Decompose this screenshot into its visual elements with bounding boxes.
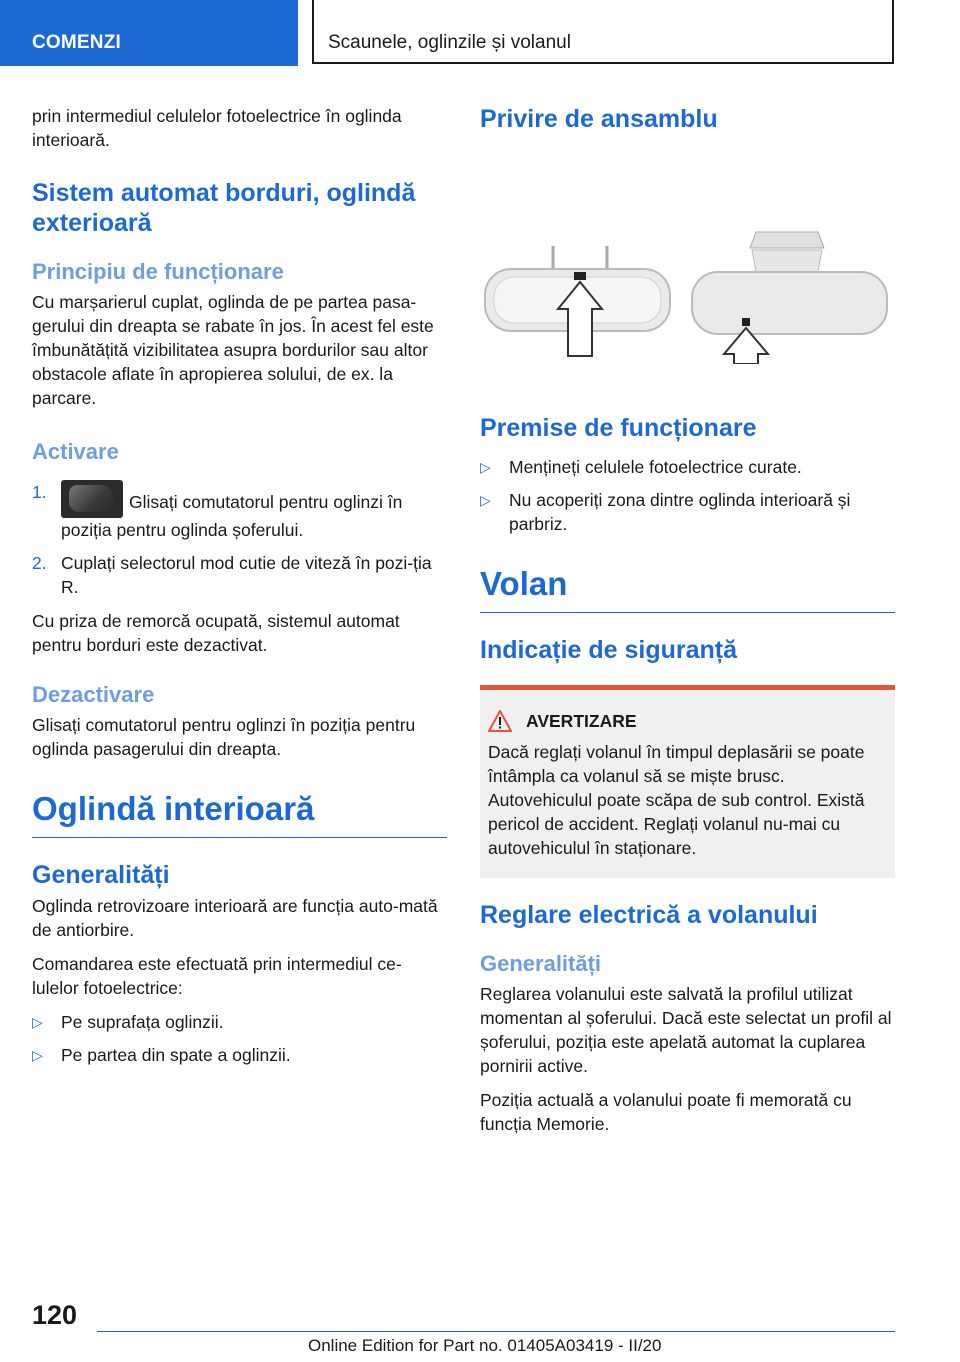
chapter-label: Scaunele, oglinzile și volanul xyxy=(328,32,571,53)
bullet-item xyxy=(32,1010,447,1034)
electric-adjust-heading: Reglare electrică a volanului xyxy=(480,901,818,929)
page-header xyxy=(0,0,960,66)
bullet-item xyxy=(480,455,895,479)
curb-system-heading: Sistem automat borduri, oglindă exterioară xyxy=(32,179,416,237)
left-column xyxy=(32,104,447,1077)
interior-mirror-heading: Oglindă interioară xyxy=(32,790,315,827)
step-item xyxy=(32,551,447,599)
bullet-item xyxy=(32,1043,447,1067)
electric-paragraph-1: Reglarea volanului este salvată la profilul utilizat momentan al șoferului. Dacă este selectat un profil al șoferului, poziția este apelată automat la cuplarea pornirii active. xyxy=(480,984,892,1076)
general-heading-right: Generalități xyxy=(480,951,602,976)
bullet-triangle-icon: ▷ xyxy=(32,1014,43,1030)
bullet-text: Pe suprafața oglinzii. xyxy=(61,1012,224,1032)
step-number: 2. xyxy=(32,553,47,573)
bullet-text: Mențineți celulele fotoelectrice curate. xyxy=(509,457,802,477)
electric-paragraph-2: Poziția actuală a volanului poate fi memorată cu funcția Memorie. xyxy=(480,1090,852,1134)
step-number: 1. xyxy=(32,482,47,502)
safety-heading: Indicație de siguranță xyxy=(480,636,738,664)
deactivation-heading: Dezactivare xyxy=(32,682,155,707)
trailer-paragraph: Cu priza de remorcă ocupată, sistemul automat pentru borduri este dezactivat. xyxy=(32,611,400,655)
deactivation-paragraph: Glisați comutatorul pentru oglinzi în poziția pentru oglinda pasagerului din dreapta. xyxy=(32,715,416,759)
mirror-switch-icon xyxy=(61,480,123,518)
edition-text: Online Edition for Part no. 01405A03419 - II/20 xyxy=(308,1336,662,1355)
principle-paragraph: Cu marșarierul cuplat, oglinda de pe partea pasa-gerului din dreapta se rabate în jos. În acest fel este îmbunătățită vizibilitatea asupra bordurilor sau altor obstacole aflate în apropierea solului, de ex. la parcare. xyxy=(32,292,434,408)
volan-heading-block xyxy=(480,564,895,613)
warning-box xyxy=(480,685,895,878)
bullet-text: Nu acoperiți zona dintre oglinda interioară și parbriz. xyxy=(509,490,851,534)
footer-rule xyxy=(97,1331,895,1332)
bullet-item xyxy=(480,488,895,536)
general-paragraph-2: Comandarea este efectuată prin intermediul ce-lulelor fotoelectrice: xyxy=(32,954,402,998)
warning-triangle-icon xyxy=(488,710,512,732)
interior-mirror-heading-block xyxy=(32,789,447,838)
premises-heading: Premise de funcționare xyxy=(480,414,757,442)
general-paragraph-1: Oglinda retrovizoare interioară are funcția auto-mată de antiorbire. xyxy=(32,896,438,940)
premises-list xyxy=(480,455,895,536)
bullet-text: Pe partea din spate a oglinzii. xyxy=(61,1045,291,1065)
section-tab xyxy=(0,0,298,66)
step-text: Cuplați selectorul mod cutie de viteză în pozi-ția R. xyxy=(61,553,432,597)
warning-text: Dacă reglați volanul în timpul deplasării se poate întâmpla ca volanul să se miște brusc. Autovehiculul poate scăpa de sub control. Există pericol de accident. Reglați volanul nu-mai cu autovehiculul în staționare. xyxy=(488,742,865,858)
activation-steps xyxy=(32,480,447,599)
chapter-tab xyxy=(312,0,894,64)
warning-title xyxy=(488,710,875,732)
step-item xyxy=(32,480,447,542)
volan-heading: Volan xyxy=(480,565,568,602)
warning-label: AVERTIZARE xyxy=(526,710,637,731)
photocell-bullets xyxy=(32,1010,447,1067)
bullet-triangle-icon: ▷ xyxy=(32,1047,43,1063)
bullet-triangle-icon: ▷ xyxy=(480,459,491,475)
overview-heading: Privire de ansamblu xyxy=(480,105,718,133)
section-label: COMENZI xyxy=(32,32,122,53)
intro-paragraph: prin intermediul celulelor fotoelectrice în oglinda interioară. xyxy=(32,106,402,150)
principle-heading: Principiu de funcționare xyxy=(32,259,284,284)
step-text: Glisați comutatorul pentru oglinzi în poziția pentru oglinda șoferului. xyxy=(61,492,403,540)
page-number: 120 xyxy=(32,1300,78,1330)
general-heading: Generalități xyxy=(32,861,170,889)
mirror-illustration xyxy=(480,164,895,364)
activation-heading: Activare xyxy=(32,439,119,464)
right-column xyxy=(480,104,895,1146)
bullet-triangle-icon: ▷ xyxy=(480,492,491,508)
